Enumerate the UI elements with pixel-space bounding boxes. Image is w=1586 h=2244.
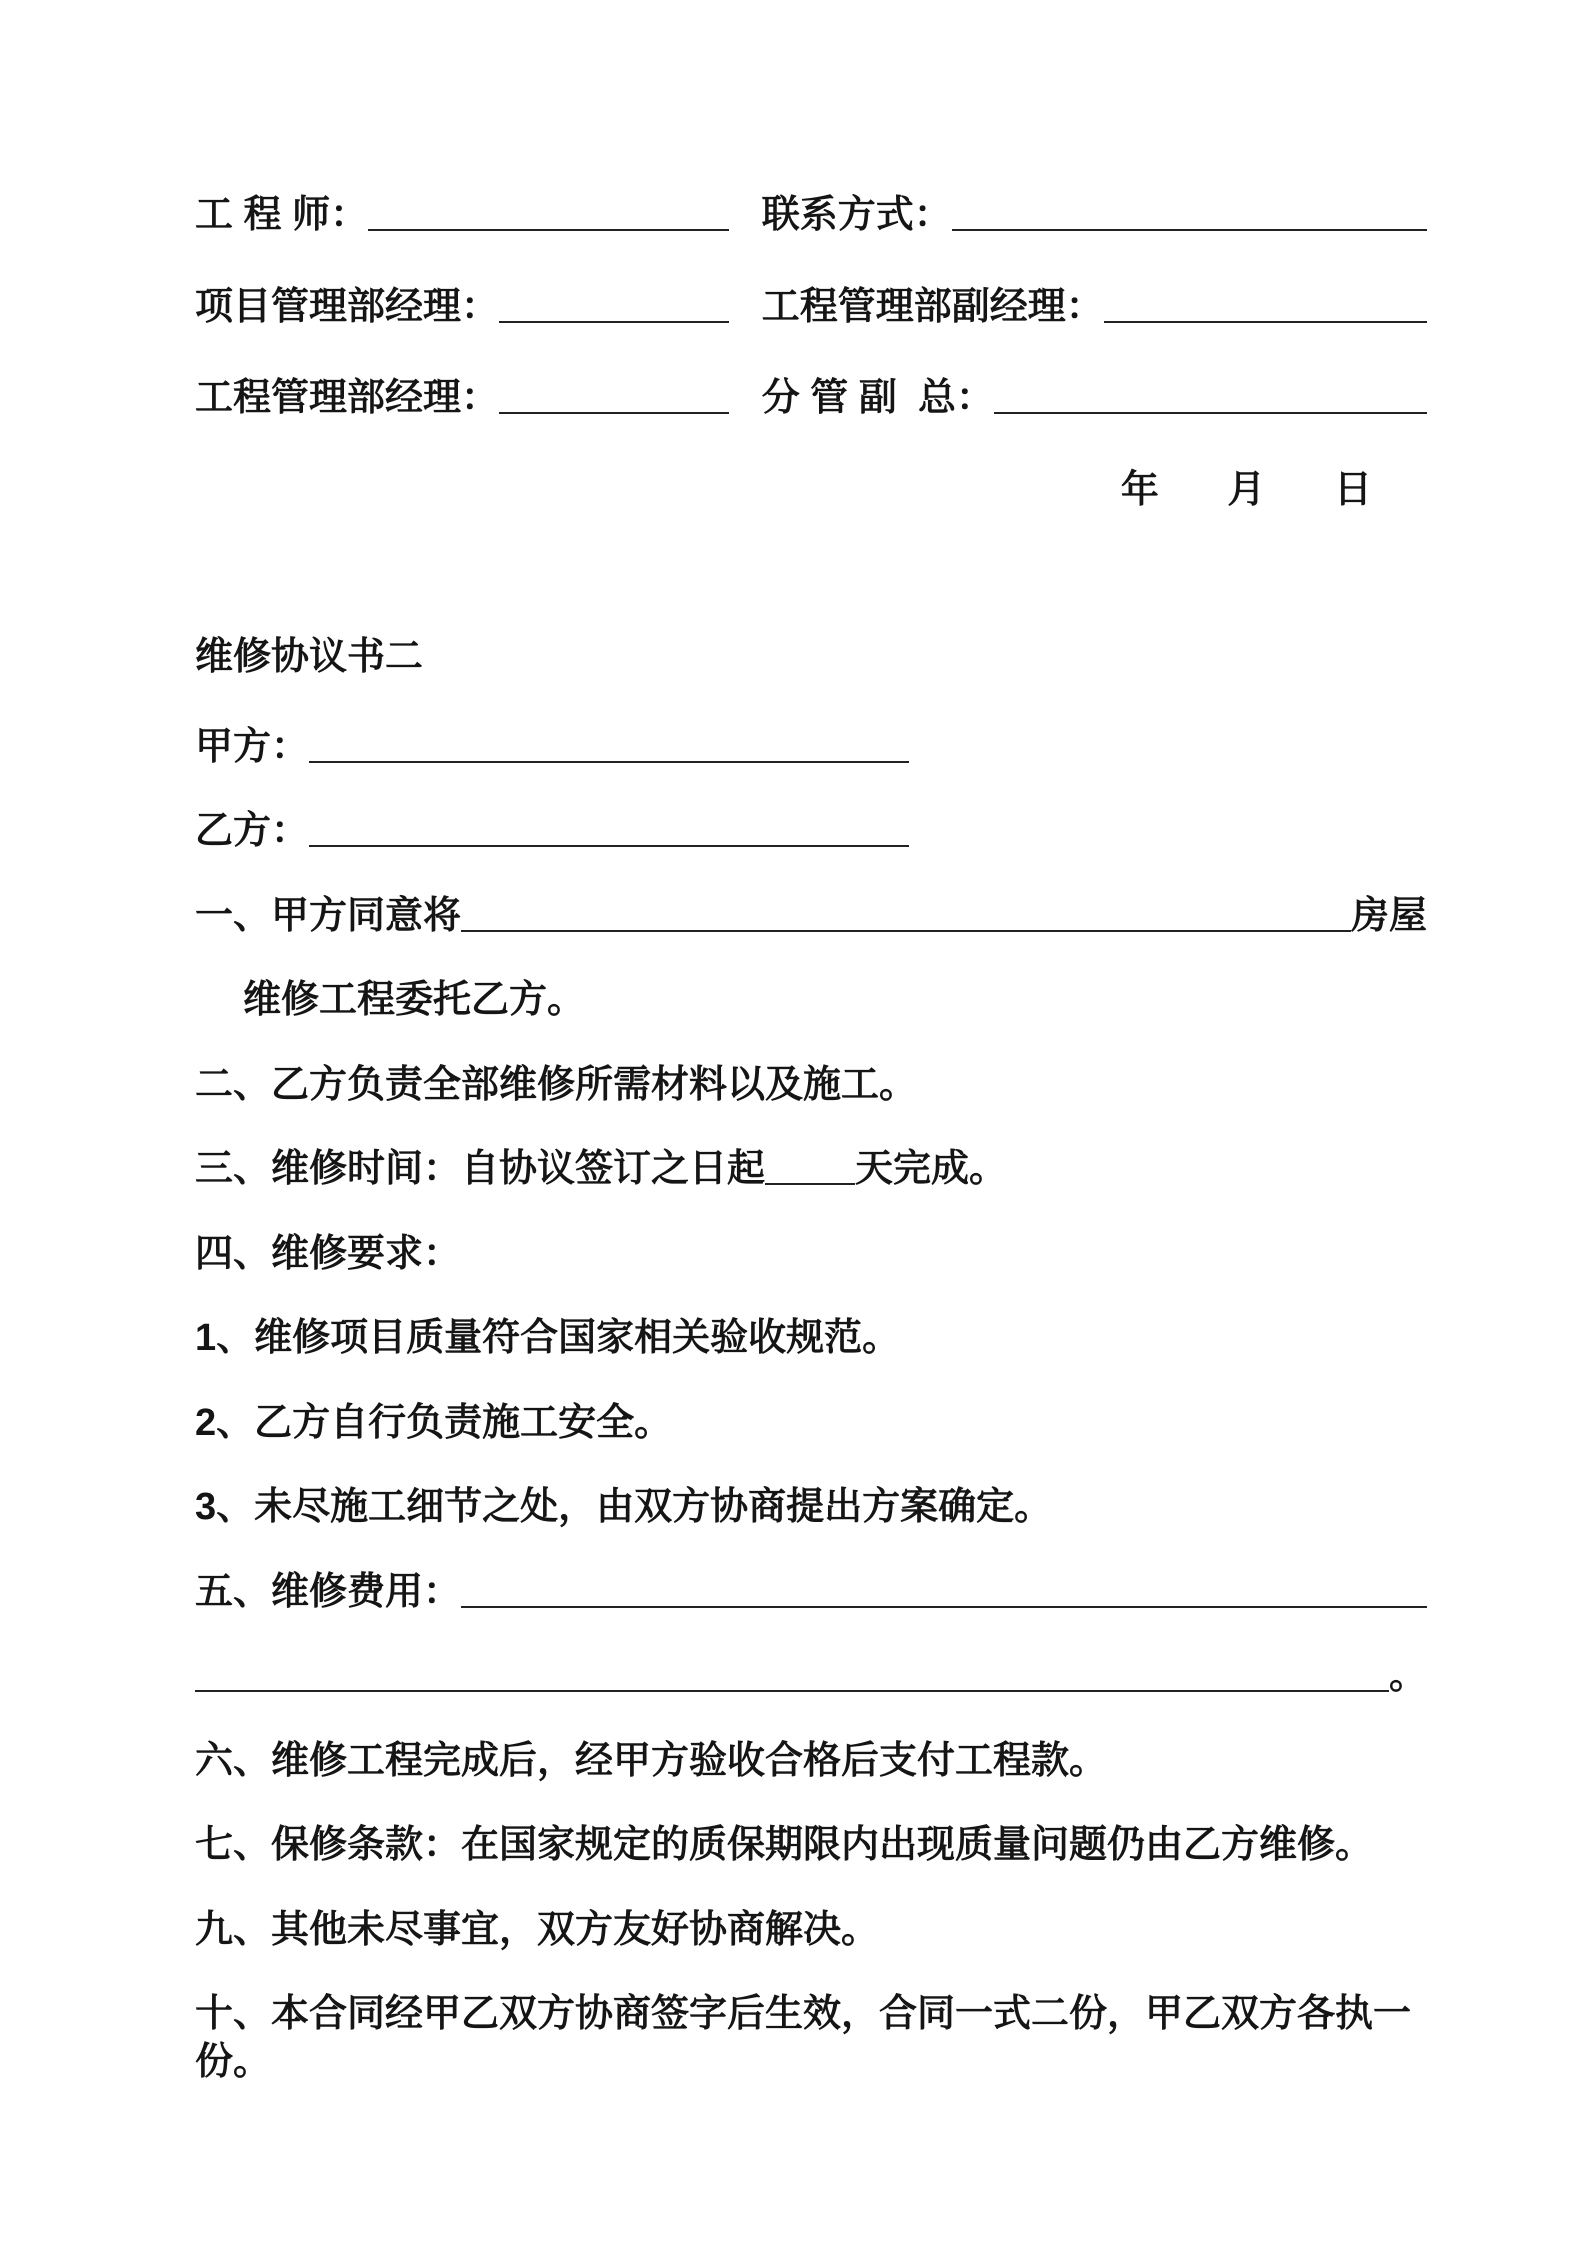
clause-5-blank-line-2 bbox=[195, 1690, 1389, 1692]
clause-3 bbox=[195, 1146, 1427, 1194]
clause-5-line-1 bbox=[195, 1569, 1427, 1617]
clause-1-suffix: 房屋 bbox=[1350, 894, 1427, 937]
deputy-gm-field bbox=[762, 375, 1427, 423]
party-a-row bbox=[195, 724, 1427, 772]
clause-10: 十、本合同经甲乙双方协商签字后生效，合同一式二份，甲乙双方各执一份。 bbox=[195, 1993, 1412, 2083]
party-b-row bbox=[195, 808, 1427, 856]
clause-4-item-1: 1、维修项目质量符合国家相关验收规范。 bbox=[195, 1317, 901, 1359]
deputy-gm-blank-line bbox=[994, 412, 1427, 414]
eng-manager-field bbox=[195, 375, 762, 423]
project-manager-field bbox=[195, 284, 762, 332]
contact-label: 联系方式： bbox=[761, 194, 952, 236]
clause-2: 二、乙方负责全部维修所需材料以及施工。 bbox=[195, 1063, 918, 1106]
engineer-label: 工 程 师： bbox=[195, 194, 369, 236]
page-title: 维修协议书二 bbox=[195, 636, 424, 678]
project-manager-label: 项目管理部经理： bbox=[195, 285, 500, 328]
eng-manager-label: 工程管理部经理： bbox=[195, 377, 500, 419]
deputy-eng-manager-field bbox=[762, 284, 1427, 332]
party-b-blank-line bbox=[309, 845, 909, 847]
party-a-blank-line bbox=[309, 761, 909, 763]
deputy-eng-manager-blank-line bbox=[1104, 321, 1427, 323]
clause-5-line-2 bbox=[195, 1653, 1427, 1701]
clause-4-heading: 四、维修要求： bbox=[195, 1232, 462, 1275]
clause-3-blank-line bbox=[765, 1183, 855, 1185]
party-a-label: 甲方： bbox=[195, 725, 310, 768]
clause-1-line-1 bbox=[195, 893, 1427, 941]
engineer-blank-line bbox=[368, 229, 729, 231]
signature-row-managers-2 bbox=[195, 375, 1427, 423]
clause-9: 九、其他未尽事宜，双方友好协商解决。 bbox=[195, 1908, 880, 1951]
clause-5-prefix: 五、维修费用： bbox=[195, 1570, 462, 1613]
date-year-label: 年 bbox=[1120, 468, 1159, 511]
clause-4-item-3: 3、未尽施工细节之处，由双方协商提出方案确定。 bbox=[195, 1486, 1053, 1528]
clause-1-prefix: 一、甲方同意将 bbox=[195, 894, 462, 937]
deputy-gm-label: 分 管 副 总： bbox=[761, 377, 994, 419]
clause-5-line-2-period: 。 bbox=[1388, 1655, 1427, 1697]
contact-field bbox=[762, 192, 1427, 240]
party-b-label: 乙方： bbox=[195, 810, 310, 852]
date-day-label: 日 bbox=[1333, 468, 1372, 511]
signature-row-engineer bbox=[195, 192, 1427, 240]
deputy-eng-manager-label: 工程管理部副经理： bbox=[761, 285, 1104, 328]
clause-3-suffix: 天完成。 bbox=[855, 1148, 1008, 1190]
clause-1-blank-line bbox=[461, 930, 1351, 932]
clause-7: 七、保修条款：在国家规定的质保期限内出现质量问题仍由乙方维修。 bbox=[195, 1824, 1374, 1866]
date-month-label: 月 bbox=[1227, 468, 1266, 511]
clause-4-item-2: 2、乙方自行负责施工安全。 bbox=[195, 1401, 673, 1444]
engineer-field bbox=[195, 192, 762, 240]
clause-6: 六、维修工程完成后，经甲方验收合格后支付工程款。 bbox=[195, 1739, 1108, 1782]
signature-row-managers-1 bbox=[195, 284, 1427, 332]
contact-blank-line bbox=[952, 229, 1427, 231]
clause-3-prefix: 三、维修时间：自协议签订之日起 bbox=[195, 1148, 766, 1190]
date-line bbox=[195, 467, 1427, 515]
project-manager-blank-line bbox=[499, 321, 729, 323]
clause-1-line-2: 维修工程委托乙方。 bbox=[243, 979, 586, 1021]
clause-5-blank-line-1 bbox=[461, 1606, 1427, 1608]
eng-manager-blank-line bbox=[499, 412, 729, 414]
